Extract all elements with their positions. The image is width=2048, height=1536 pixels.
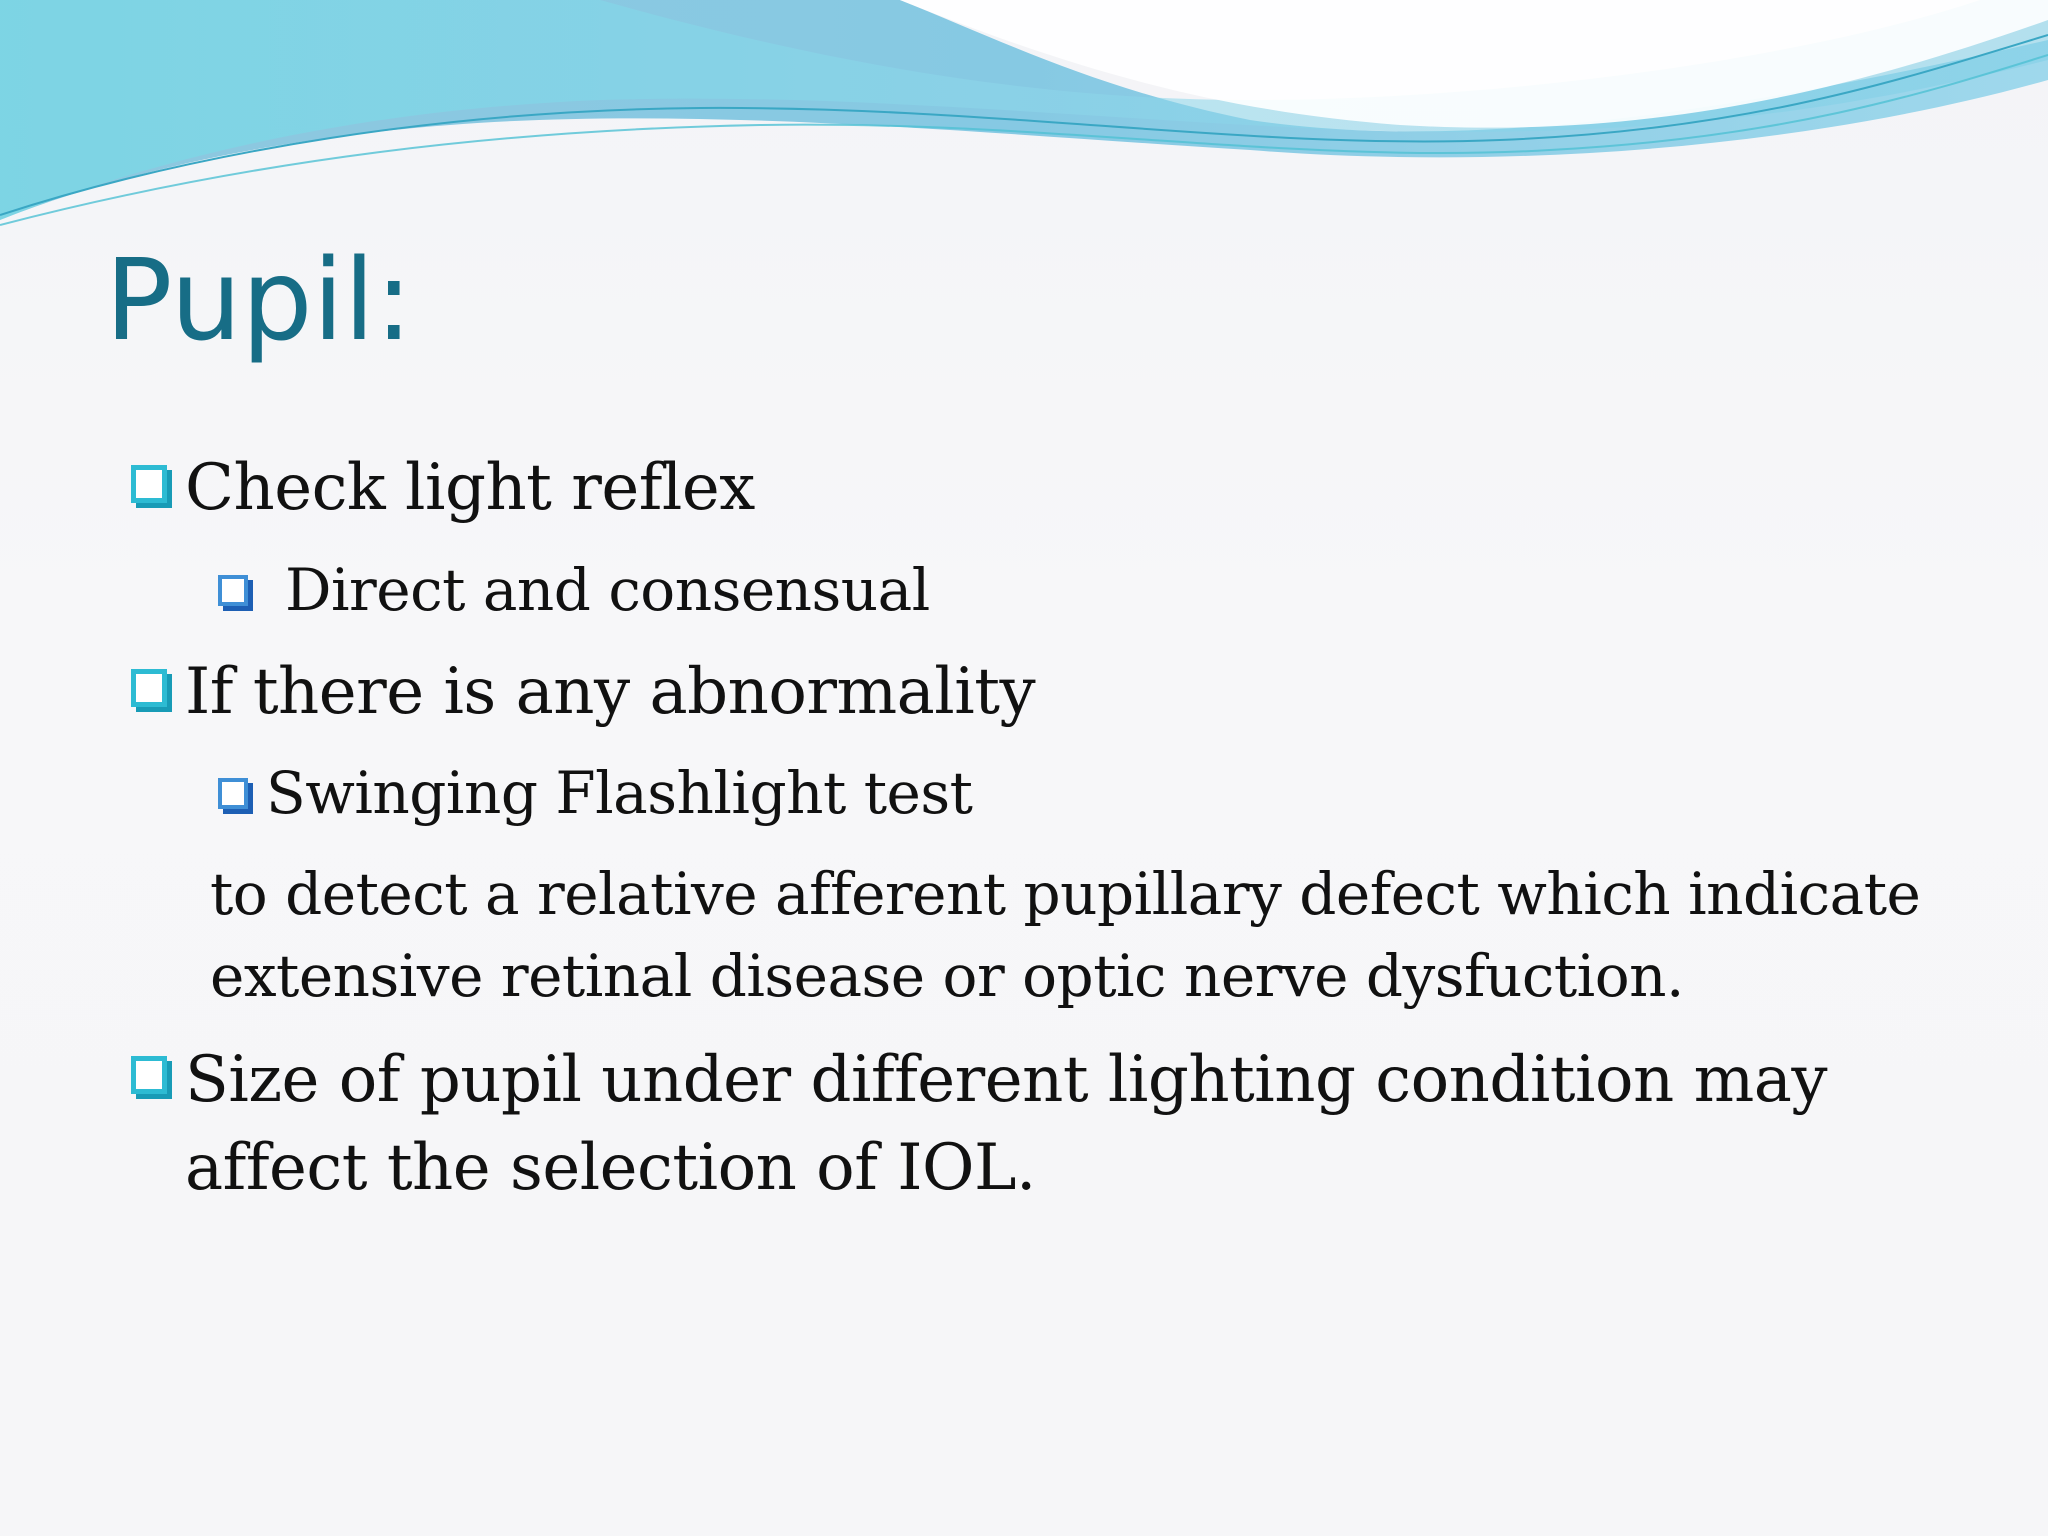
bullet-square-icon [218, 778, 248, 809]
sub-bullet-swinging-flashlight: Swinging Flashlight test [266, 759, 973, 827]
sub-bullet-direct-consensual: Direct and consensual [285, 556, 930, 624]
note-rapd-line-2: extensive retinal disease or optic nerve dysfuction. [210, 942, 1684, 1010]
bullet-square-icon [131, 1056, 167, 1094]
bullet-any-abnormality: If there is any abnormality [185, 655, 1036, 729]
bullet-check-light-reflex: Check light reflex [185, 451, 755, 525]
bullet-pupil-size-line-2: affect the selection of IOL. [185, 1131, 1036, 1205]
header-wave-decoration [0, 0, 2048, 240]
bullet-square-icon [131, 465, 167, 503]
note-rapd-line-1: to detect a relative afferent pupillary defect which indicate [210, 860, 1921, 928]
slide-title: Pupil: [105, 236, 413, 366]
bullet-square-icon [218, 575, 248, 606]
bullet-pupil-size-line-1: Size of pupil under different lighting condition may [185, 1043, 1828, 1117]
bullet-square-icon [131, 669, 167, 707]
